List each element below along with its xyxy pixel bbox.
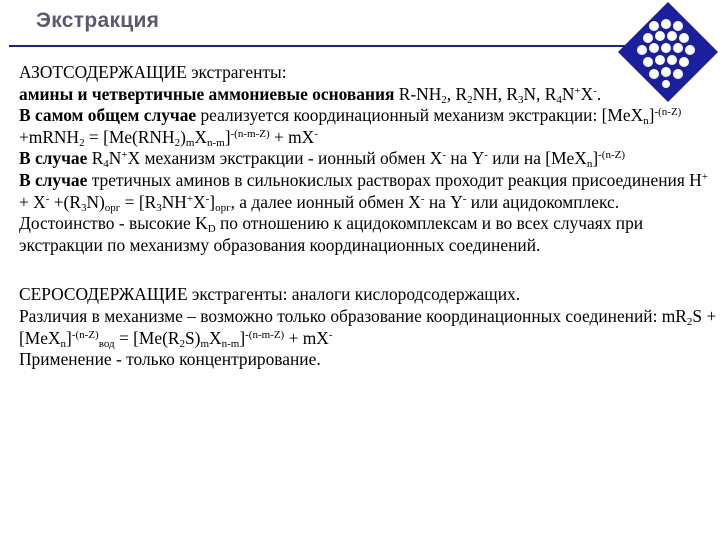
text-run: = [Me(RNH <box>84 126 175 147</box>
text-run: -(n-m-Z) <box>230 127 270 140</box>
text-run: - <box>462 192 467 205</box>
text-run: АЗОТСОДЕРЖАЩИЕ экстрагенты: <box>19 62 287 82</box>
text-run: 2 <box>79 136 85 149</box>
text-run: вод <box>98 337 115 350</box>
text-run: , а далее ионный обмен X <box>230 191 421 212</box>
text-run: n-m <box>221 337 240 350</box>
text-run: N) <box>86 191 105 212</box>
text-run: СЕРОСОДЕРЖАЩИЕ экстрагенты: аналоги кислородсодержащих. <box>19 284 521 305</box>
text-run: 3 <box>156 201 162 214</box>
text-run: ] <box>209 191 216 212</box>
text-run: по отношению к ацидокомплексам и во всех случаях при экстракции по механизму образования координационных соединений. <box>19 213 644 255</box>
text-run: R <box>87 148 104 169</box>
text-run: - <box>205 192 210 205</box>
text-run: S) <box>185 327 201 348</box>
text-run: В самом общем случае <box>19 105 197 126</box>
text-run: = [R <box>120 191 157 212</box>
text-run: 2 <box>467 93 473 106</box>
text-run: амины и четвертичные аммониевые основания <box>19 83 395 104</box>
text-run: орг <box>215 201 231 214</box>
text-run: Применение - только концентрирование. <box>19 349 321 370</box>
text-run: n <box>586 158 593 171</box>
text-run: + mX <box>284 327 329 348</box>
text-run: -(n-Z) <box>654 106 682 119</box>
text-run: 3 <box>518 93 524 106</box>
text-run: - <box>484 149 488 162</box>
text-run: Достоинство - высокие K <box>19 213 208 234</box>
text-run: - <box>314 127 318 140</box>
text-run: на Y <box>424 191 463 212</box>
text-run: 4 <box>103 158 109 171</box>
paragraph-p8 <box>19 306 719 349</box>
text-run: В случае <box>19 148 88 169</box>
paragraph-p4 <box>19 148 719 170</box>
text-run: N, R <box>523 83 557 104</box>
text-run: + mX <box>269 126 315 147</box>
slide-body <box>19 62 719 371</box>
paragraph-p9 <box>19 349 719 371</box>
text-run: Различия в механизме – возможно только образование координационных соединений: mR <box>19 305 687 326</box>
text-run: = [Me(R <box>114 327 180 348</box>
text-run: + X <box>19 191 46 212</box>
text-run: X механизм экстракции - ионный обмен X <box>127 148 443 169</box>
slide-title: Экстракция <box>36 9 160 32</box>
text-run: -(n-m-Z) <box>245 328 285 341</box>
text-run: X <box>209 327 222 348</box>
text-run: +(R <box>49 191 81 212</box>
text-run: R-NH <box>394 83 442 104</box>
text-run: реализуется координационный механизм экстракции: [MeX <box>196 105 644 126</box>
paragraph-p2 <box>19 84 719 106</box>
text-run: 3 <box>80 201 87 214</box>
text-run: + <box>121 149 128 162</box>
text-run: + <box>186 192 194 205</box>
paragraph-p6 <box>19 213 719 256</box>
text-run: -(n-Z) <box>71 328 99 341</box>
text-run: , R <box>446 83 468 104</box>
text-run: NH <box>161 191 187 212</box>
text-run: n <box>60 337 67 350</box>
text-run: - <box>328 328 333 341</box>
paragraph-p1 <box>19 62 719 84</box>
text-run: орг <box>104 201 121 214</box>
paragraph-p3 <box>19 105 719 148</box>
text-run: ] <box>592 148 599 169</box>
text-run: 4 <box>556 93 562 106</box>
text-run: N <box>108 148 122 169</box>
text-run: X <box>194 126 207 147</box>
text-run: X <box>580 83 594 104</box>
text-run: ] <box>239 327 246 348</box>
text-run: или на [MeX <box>487 148 587 169</box>
text-run: третичных аминов в сильнокислых растворах проходит реакция присоединения H <box>87 169 702 190</box>
paragraph-p7 <box>19 284 719 306</box>
text-run: на Y <box>445 148 485 169</box>
text-run: + <box>701 170 708 183</box>
text-run: X <box>193 191 206 212</box>
text-run: В случае <box>19 169 88 190</box>
text-run: ] <box>66 327 72 348</box>
text-run: m <box>185 136 195 149</box>
text-run: - <box>45 192 50 205</box>
text-run: 2 <box>686 315 693 328</box>
text-run: ) <box>180 126 186 147</box>
text-run: +mRNH <box>19 126 80 147</box>
text-run: D <box>207 223 216 236</box>
text-run: или ацидокомплекс. <box>466 191 620 212</box>
text-run: 2 <box>179 337 185 350</box>
text-run: - <box>420 192 425 205</box>
text-run: . <box>596 83 602 104</box>
text-run: 2 <box>174 136 181 149</box>
text-run: n <box>643 115 649 128</box>
paragraph-gap <box>19 256 719 284</box>
text-run: N <box>561 83 575 104</box>
text-run: NH, R <box>472 83 518 104</box>
text-run: m <box>200 337 210 350</box>
text-run: - <box>442 149 446 162</box>
text-run: -(n-Z) <box>598 149 626 162</box>
text-run: S + [MeX <box>19 305 717 348</box>
text-run: + <box>574 84 581 97</box>
text-run: ] <box>224 126 231 147</box>
paragraph-p5 <box>19 170 719 213</box>
text-run: 2 <box>441 93 447 106</box>
text-run: ] <box>648 105 655 126</box>
text-run: n-m <box>206 136 225 149</box>
title-underline <box>9 45 681 47</box>
slide-header <box>0 0 720 47</box>
text-run: - <box>593 84 597 97</box>
